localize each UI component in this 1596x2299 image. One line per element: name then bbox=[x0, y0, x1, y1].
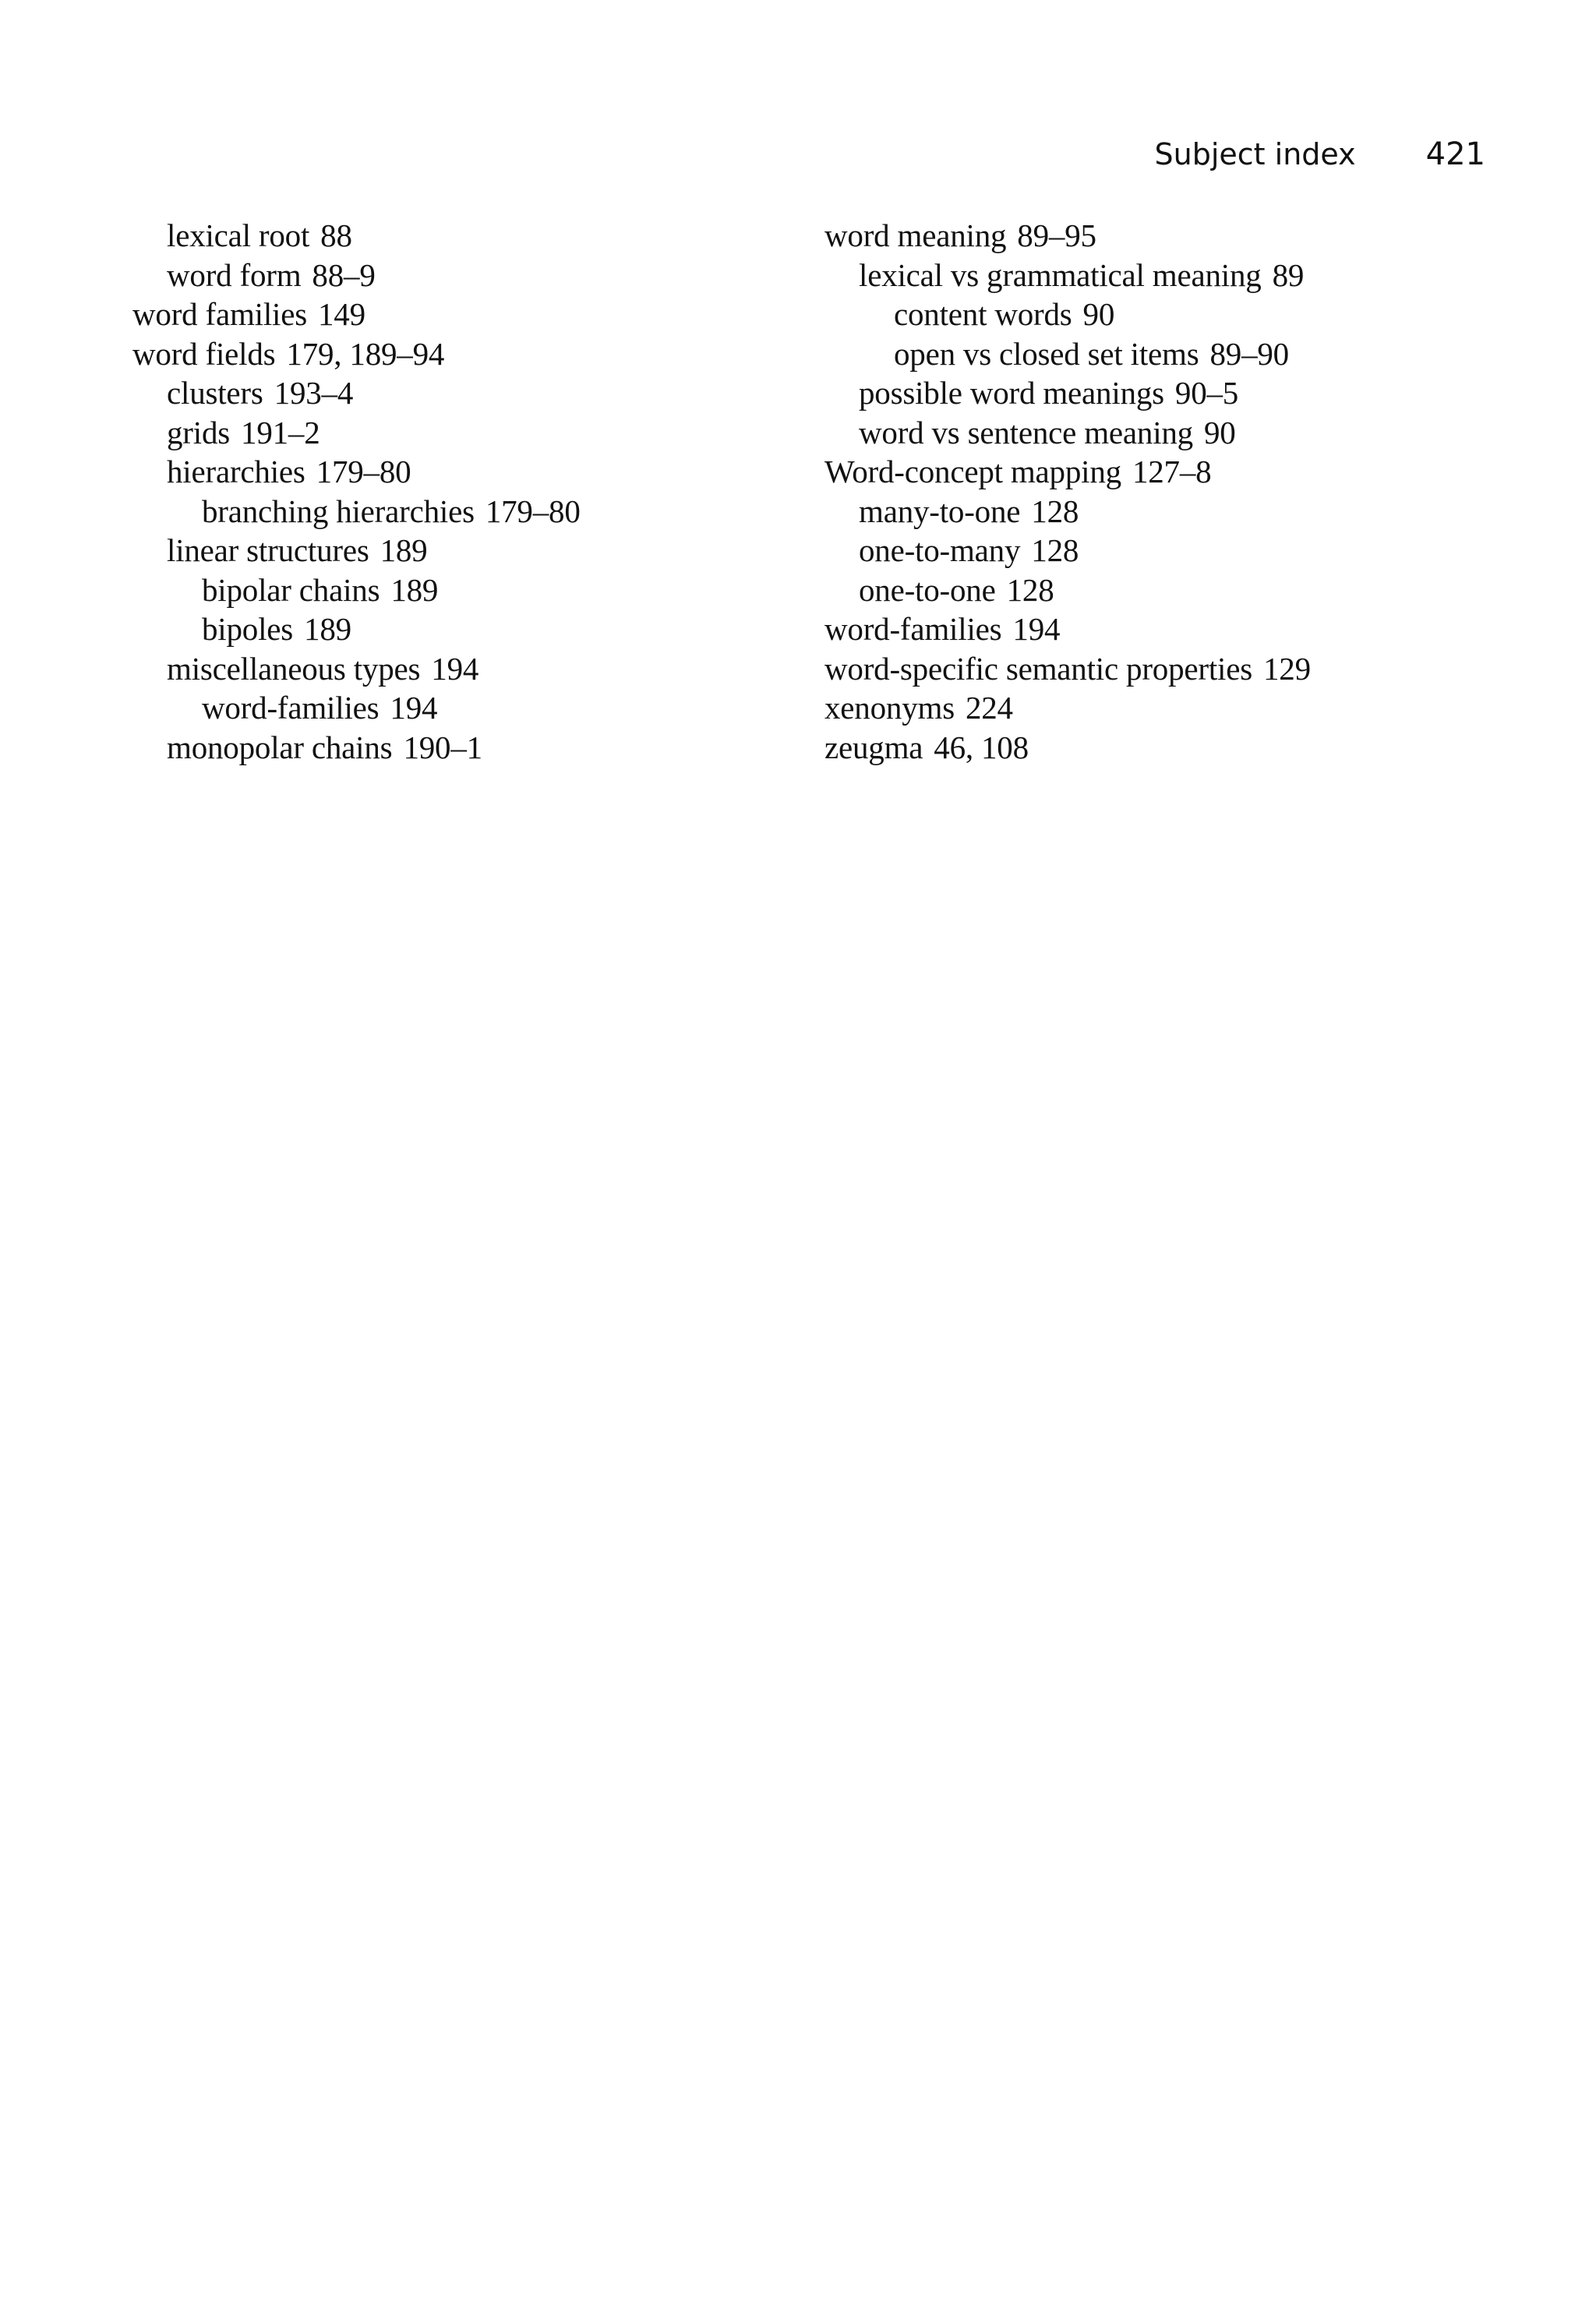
index-entry bbox=[824, 531, 1510, 570]
index-entry bbox=[824, 728, 1510, 768]
index-term: clusters bbox=[167, 375, 263, 411]
index-entry bbox=[824, 649, 1510, 689]
index-term: word meaning bbox=[824, 217, 1007, 253]
index-page-locator: 191–2 bbox=[241, 414, 320, 450]
index-term: branching hierarchies bbox=[202, 493, 475, 529]
index-entry bbox=[132, 256, 740, 295]
index-column-right bbox=[824, 216, 1510, 767]
index-page-locator: 149 bbox=[317, 296, 365, 332]
index-page-locator: 189 bbox=[390, 571, 439, 608]
index-term: word families bbox=[132, 296, 307, 332]
index-entry bbox=[824, 492, 1510, 531]
index-entry bbox=[132, 216, 740, 256]
index-term: content words bbox=[894, 296, 1072, 332]
index-page-locator: 224 bbox=[965, 690, 1013, 726]
index-term: monopolar chains bbox=[167, 729, 393, 765]
index-term: Word-concept mapping bbox=[824, 454, 1121, 489]
index-term: one-to-many bbox=[859, 532, 1021, 568]
index-page-locator: 88–9 bbox=[312, 256, 376, 293]
index-term: word vs sentence meaning bbox=[859, 414, 1193, 450]
index-entry bbox=[824, 688, 1510, 728]
index-page-locator: 179, 189–94 bbox=[286, 335, 445, 372]
running-head bbox=[784, 131, 1485, 178]
index-term: word fields bbox=[132, 335, 276, 372]
index-entry bbox=[824, 452, 1510, 492]
index-page-locator: 89 bbox=[1272, 256, 1305, 293]
index-page-locator: 90 bbox=[1203, 414, 1236, 450]
index-page-locator: 128 bbox=[1031, 532, 1079, 568]
index-term: word-families bbox=[824, 611, 1002, 647]
running-head-title: Subject index bbox=[1154, 137, 1356, 171]
index-entry bbox=[824, 216, 1510, 256]
index-entry bbox=[132, 295, 740, 334]
index-column-left bbox=[132, 216, 740, 767]
index-term: hierarchies bbox=[167, 454, 305, 489]
index-page-locator: 194 bbox=[1012, 611, 1061, 647]
index-entry bbox=[824, 413, 1510, 453]
index-page-locator: 46, 108 bbox=[934, 729, 1029, 765]
index-entry bbox=[132, 373, 740, 413]
index-term: possible word meanings bbox=[859, 375, 1164, 411]
index-entry bbox=[132, 531, 740, 570]
index-term: open vs closed set items bbox=[894, 335, 1199, 372]
index-entry bbox=[824, 373, 1510, 413]
index-page-locator: 193–4 bbox=[274, 375, 354, 411]
index-term: lexical vs grammatical meaning bbox=[859, 256, 1262, 293]
index-term: linear structures bbox=[167, 532, 369, 568]
index-term: xenonyms bbox=[824, 690, 955, 726]
index-page-locator: 89–90 bbox=[1209, 335, 1289, 372]
index-page-locator: 190–1 bbox=[403, 729, 482, 765]
index-entry bbox=[132, 649, 740, 689]
page-number: 421 bbox=[1425, 136, 1485, 172]
index-entry bbox=[132, 688, 740, 728]
index-page-locator: 179–80 bbox=[485, 493, 581, 529]
index-page-locator: 189 bbox=[304, 611, 351, 647]
index-entry bbox=[132, 728, 740, 768]
index-term: zeugma bbox=[824, 729, 923, 765]
index-entry bbox=[824, 256, 1510, 295]
index-page-locator: 90–5 bbox=[1174, 375, 1239, 411]
index-term: one-to-one bbox=[859, 571, 996, 608]
index-term: bipolar chains bbox=[202, 571, 380, 608]
index-entry bbox=[132, 570, 740, 610]
index-entry bbox=[132, 609, 740, 649]
index-entry bbox=[824, 334, 1510, 374]
index-entry bbox=[132, 413, 740, 453]
index-page-locator: 88 bbox=[320, 217, 352, 253]
index-page-locator: 129 bbox=[1262, 650, 1311, 687]
index-entry bbox=[824, 295, 1510, 334]
index-page-locator: 128 bbox=[1031, 493, 1079, 529]
index-page-locator: 189 bbox=[380, 532, 428, 568]
index-entry bbox=[824, 609, 1510, 649]
index-term: grids bbox=[167, 414, 231, 450]
index-page-locator: 90 bbox=[1082, 296, 1115, 332]
index-term: lexical root bbox=[167, 217, 310, 253]
index-term: word-specific semantic properties bbox=[824, 650, 1252, 687]
index-page-locator: 179–80 bbox=[316, 454, 411, 489]
index-term: miscellaneous types bbox=[167, 650, 421, 687]
index-entry bbox=[132, 492, 740, 531]
index-page-locator: 194 bbox=[431, 650, 479, 687]
index-entry bbox=[132, 334, 740, 374]
index-page-locator: 128 bbox=[1006, 571, 1054, 608]
index-term: many-to-one bbox=[859, 493, 1021, 529]
index-term: word form bbox=[167, 256, 302, 293]
index-term: bipoles bbox=[202, 611, 294, 647]
index-entry bbox=[824, 570, 1510, 610]
index-page-locator: 127–8 bbox=[1132, 454, 1212, 489]
index-page-locator: 194 bbox=[390, 690, 438, 726]
index-entry bbox=[132, 452, 740, 492]
index-page-locator: 89–95 bbox=[1017, 217, 1096, 253]
index-term: word-families bbox=[202, 690, 380, 726]
